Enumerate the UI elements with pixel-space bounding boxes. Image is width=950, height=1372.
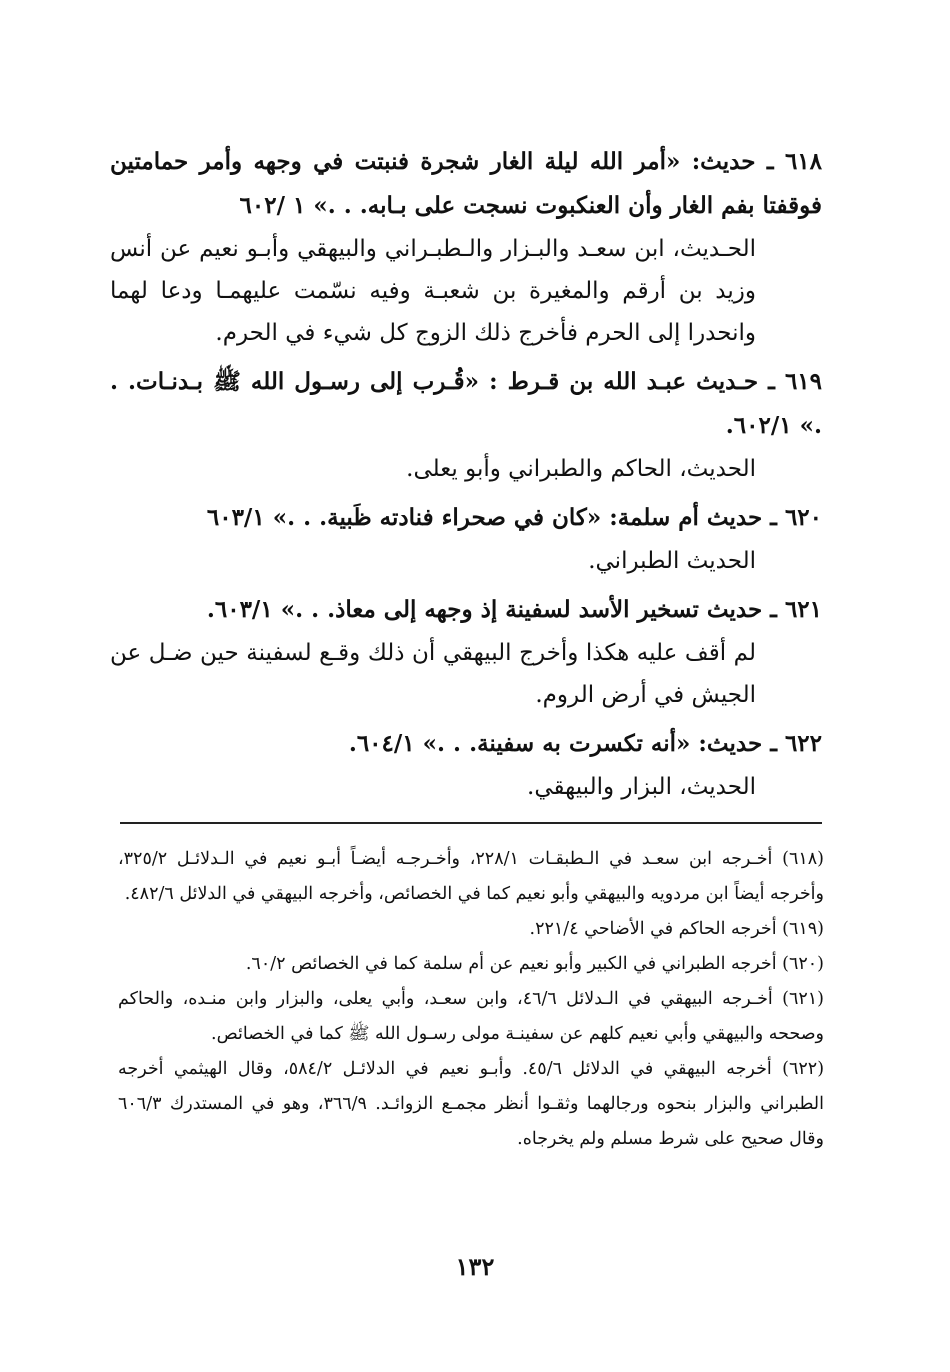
entry-body: الحديث الطبراني. <box>588 548 756 574</box>
hadith-entries <box>110 140 822 814</box>
entry-body: الحـديث، ابن سعـد والبـزار والـطبـراني والبيهقي وأبـو نعيم عن أنس وزيد بن أرقم والمغيرة بن شعبـة وفيه نسّمت عليهمـا ودعا لهما وانحدرا إلى الحرم فأخرج ذلك الزوج كل شيء في الحرم. <box>110 236 756 346</box>
entry-heading: ٦٢٢ ـ حديث: «أنه تكسرت به سفينة. . .» ٦٠٤/١. <box>348 730 822 757</box>
hadith-entry-619 <box>110 360 822 490</box>
footnote-622: (٦٢٢) أخرجه البيهقي في الدلائل ٤٥/٦. وأبـو نعيم في الدلائـل ٥٨٤/٢، وقال الهيثمي أخرجه الطبراني والبزار بنحوه ورجالهما وثقـوا أنظر مجمـع الزوائـد. ٣٦٦/٩، وهو في المستدرك ٦٠٦/٣ وقال صحيح على شرط مسلم ولم يخرجاه. <box>118 1059 825 1149</box>
hadith-entry-621 <box>110 588 822 716</box>
hadith-entry-618 <box>110 140 822 354</box>
entry-heading: ٦١٨ ـ حديث: «أمر الله ليلة الغار شجرة فنبتت في وجهه وأمر حمامتين فوقفتا بفم الغار وأن العنكبوت نسجت على بـابه. . .» ١ /٦٠٢ <box>110 148 822 219</box>
footnote-619: (٦١٩) أخرجه الحاكم في الأضاحي ٢٢١/٤. <box>529 919 824 939</box>
entry-body: الحديث، الحاكم والطبراني وأبو يعلى. <box>406 456 756 482</box>
entry-body: لم أقف عليه هكذا وأخرج البيهقي أن ذلك وقـع لسفينة حين ضـل عن الجيش في أرض الروم. <box>110 640 756 708</box>
footnotes <box>118 842 824 1157</box>
entry-heading: ٦٢٠ ـ حديث أم سلمة: «كان في صحراء فنادته ظَبية. . .» ٦٠٣/١ <box>206 504 822 531</box>
entry-heading: ٦١٩ ـ حـديث عبـد الله بن قـرط : «قُـرب إلى رسـول الله ﷺ بـدنـات. . .» ٦٠٢/١. <box>110 368 822 439</box>
hadith-entry-622 <box>110 722 822 808</box>
footnote-620: (٦٢٠) أخرجه الطبراني في الكبير وأبو نعيم عن أم سلمة كما في الخصائص ٦٠/٢. <box>245 954 824 974</box>
footnote-divider <box>120 822 822 824</box>
entry-body: الحديث، البزار والبيهقي. <box>527 774 756 800</box>
footnote-618: (٦١٨) أخـرجه ابن سعـد في الـطبقـات ٢٢٨/١، وأخـرجـه أيضـاً أبـو نعيم في الـدلائـل ٣٢٥/٢، وأخرجه أيضاً ابن مردويه والبيهقي وأبو نعيم كما في الخصائص، وأخرجه البيهقي في الدلائل ٤٨٢/٦. <box>118 849 824 904</box>
entry-heading: ٦٢١ ـ حديث تسخير الأسد لسفينة إذ وجهه إلى معاذ. . .» ٦٠٣/١. <box>206 596 822 623</box>
page-number: ١٣٢ <box>455 1252 495 1281</box>
footnote-621: (٦٢١) أخـرجه البيهقي في الـدلائل ٤٦/٦، وابن سعـد، وأبي يعلى، والبزار وابن منـده، والحاكم وصححه والبيهقي وأبي نعيم كلهم عن سفينـة مولى رسـول الله ﷺ كما في الخصائص. <box>118 989 824 1044</box>
hadith-entry-620 <box>110 496 822 582</box>
